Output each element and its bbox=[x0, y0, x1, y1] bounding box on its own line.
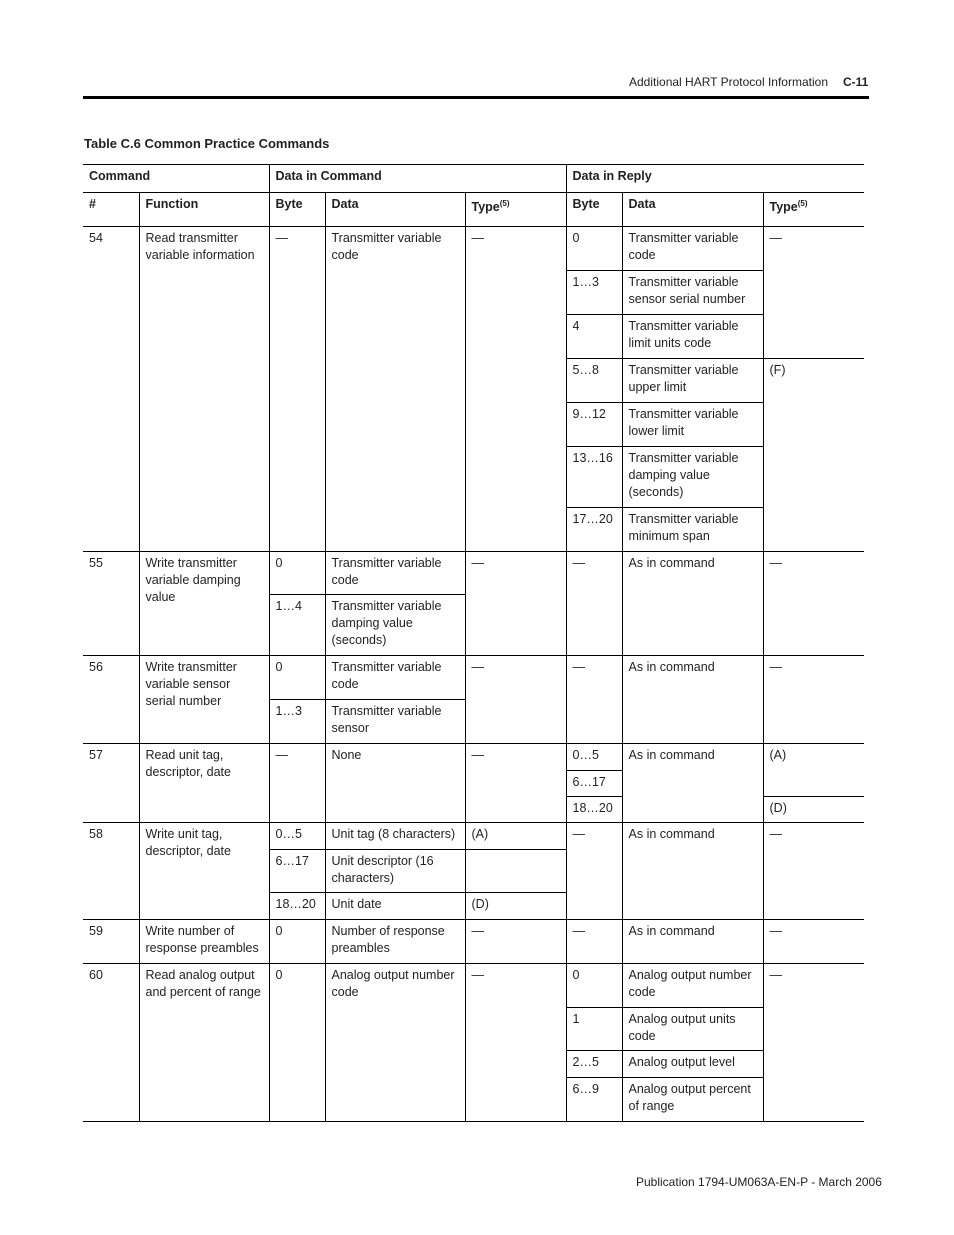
cell-function: Write transmitter variable damping value bbox=[139, 552, 269, 656]
cell-cmd-type: — bbox=[465, 227, 566, 552]
cell-reply-byte: 1…3 bbox=[566, 271, 622, 315]
cell-function: Read unit tag, descriptor, date bbox=[139, 744, 269, 823]
cell-cmd-byte: 0 bbox=[269, 552, 325, 595]
cell-cmd-data: Analog output number code bbox=[325, 964, 465, 1122]
cell-function: Write transmitter variable sensor serial number bbox=[139, 656, 269, 744]
cell-reply-byte: 4 bbox=[566, 315, 622, 359]
column-header-row bbox=[83, 193, 864, 227]
cell-reply-type: — bbox=[763, 964, 864, 1122]
common-practice-commands-table bbox=[83, 164, 864, 1122]
cell-function: Write unit tag, descriptor, date bbox=[139, 823, 269, 920]
cell-cmd-type: — bbox=[465, 656, 566, 744]
cell-number: 55 bbox=[83, 552, 139, 656]
cell-reply-data: As in command bbox=[622, 552, 763, 656]
cell-cmd-type: — bbox=[465, 920, 566, 964]
table-row bbox=[83, 656, 864, 700]
cell-reply-data: As in command bbox=[622, 920, 763, 964]
cell-cmd-byte: 0 bbox=[269, 920, 325, 964]
cell-reply-data: Transmitter variable damping value (seconds) bbox=[622, 447, 763, 508]
cell-cmd-data: Unit tag (8 characters) bbox=[325, 823, 465, 850]
group-header-data-in-reply: Data in Reply bbox=[566, 165, 864, 193]
cell-cmd-data: Transmitter variable sensor bbox=[325, 700, 465, 744]
cell-reply-byte: 18…20 bbox=[566, 797, 622, 823]
cell-reply-data: As in command bbox=[622, 656, 763, 744]
cell-reply-byte: 13…16 bbox=[566, 447, 622, 508]
cell-function: Write number of response preambles bbox=[139, 920, 269, 964]
cell-reply-data: Analog output number code bbox=[622, 964, 763, 1008]
cell-cmd-data: Transmitter variable code bbox=[325, 552, 465, 595]
cell-reply-data: As in command bbox=[622, 744, 763, 823]
cell-cmd-byte: 18…20 bbox=[269, 893, 325, 920]
cell-cmd-byte: — bbox=[269, 744, 325, 823]
cell-number: 59 bbox=[83, 920, 139, 964]
table-row bbox=[83, 227, 864, 271]
group-header-row bbox=[83, 165, 864, 193]
cell-reply-byte: 9…12 bbox=[566, 403, 622, 447]
cell-reply-byte: 1 bbox=[566, 1008, 622, 1051]
table-row bbox=[83, 744, 864, 771]
cell-reply-type: (A) bbox=[763, 744, 864, 797]
cell-reply-data: Transmitter variable limit units code bbox=[622, 315, 763, 359]
col-header-cmd-byte: Byte bbox=[269, 193, 325, 227]
cell-cmd-type: — bbox=[465, 964, 566, 1122]
col-header-function: Function bbox=[139, 193, 269, 227]
cell-number: 54 bbox=[83, 227, 139, 552]
page-number: C-11 bbox=[843, 75, 869, 89]
cell-cmd-type: (A) bbox=[465, 823, 566, 850]
table-row bbox=[83, 823, 864, 850]
cell-cmd-byte: 0 bbox=[269, 656, 325, 700]
cell-reply-type: — bbox=[763, 920, 864, 964]
cell-cmd-data: Unit descriptor (16 characters) bbox=[325, 850, 465, 893]
table-row bbox=[83, 964, 864, 1008]
cell-cmd-data: Transmitter variable code bbox=[325, 227, 465, 552]
cell-cmd-byte: 1…4 bbox=[269, 595, 325, 656]
cell-cmd-byte: 1…3 bbox=[269, 700, 325, 744]
cell-reply-type: — bbox=[763, 552, 864, 656]
group-header-data-in-command: Data in Command bbox=[269, 165, 566, 193]
footnote-ref: (5) bbox=[499, 198, 510, 208]
cell-reply-type: — bbox=[763, 227, 864, 359]
cell-reply-type: — bbox=[763, 656, 864, 744]
cell-reply-byte: 17…20 bbox=[566, 508, 622, 552]
cell-reply-data: Transmitter variable code bbox=[622, 227, 763, 271]
cell-reply-data: Analog output percent of range bbox=[622, 1078, 763, 1122]
table-row bbox=[83, 920, 864, 964]
cell-cmd-type bbox=[465, 850, 566, 893]
type-label: Type bbox=[471, 200, 500, 214]
group-header-command: Command bbox=[83, 165, 269, 193]
cell-reply-data: Transmitter variable sensor serial number bbox=[622, 271, 763, 315]
publication-footer: Publication 1794-UM063A-EN-P - March 2006 bbox=[636, 1175, 882, 1189]
cell-reply-data: As in command bbox=[622, 823, 763, 920]
cell-function: Read analog output and percent of range bbox=[139, 964, 269, 1122]
cell-reply-byte: — bbox=[566, 552, 622, 656]
cell-number: 57 bbox=[83, 744, 139, 823]
cell-cmd-data: Transmitter variable code bbox=[325, 656, 465, 700]
cell-reply-data: Transmitter variable minimum span bbox=[622, 508, 763, 552]
cell-reply-byte: — bbox=[566, 823, 622, 920]
cell-function: Read transmitter variable information bbox=[139, 227, 269, 552]
cell-reply-byte: 0…5 bbox=[566, 744, 622, 771]
col-header-reply-data: Data bbox=[622, 193, 763, 227]
col-header-cmd-data: Data bbox=[325, 193, 465, 227]
cell-cmd-type: (D) bbox=[465, 893, 566, 920]
running-header-title: Additional HART Protocol Information bbox=[629, 75, 828, 89]
cell-number: 56 bbox=[83, 656, 139, 744]
cell-reply-byte: 6…9 bbox=[566, 1078, 622, 1122]
cell-cmd-type: — bbox=[465, 552, 566, 656]
cell-reply-data: Analog output level bbox=[622, 1051, 763, 1078]
cell-cmd-data: Unit date bbox=[325, 893, 465, 920]
cell-reply-byte: 0 bbox=[566, 964, 622, 1008]
col-header-reply-type bbox=[763, 193, 864, 227]
table-row bbox=[83, 552, 864, 595]
cell-reply-data: Analog output units code bbox=[622, 1008, 763, 1051]
cell-cmd-byte: 0 bbox=[269, 964, 325, 1122]
cell-reply-byte: 2…5 bbox=[566, 1051, 622, 1078]
cell-cmd-byte: 0…5 bbox=[269, 823, 325, 850]
footnote-ref: (5) bbox=[797, 198, 808, 208]
header-rule bbox=[83, 96, 869, 99]
table-caption: Table C.6 Common Practice Commands bbox=[84, 136, 330, 151]
cell-reply-data: Transmitter variable lower limit bbox=[622, 403, 763, 447]
cell-cmd-data: Transmitter variable damping value (seconds) bbox=[325, 595, 465, 656]
cell-reply-type: (D) bbox=[763, 797, 864, 823]
cell-cmd-byte: 6…17 bbox=[269, 850, 325, 893]
cell-reply-type: — bbox=[763, 823, 864, 920]
cell-reply-byte: 5…8 bbox=[566, 359, 622, 403]
cell-reply-byte: — bbox=[566, 920, 622, 964]
cell-reply-type: (F) bbox=[763, 359, 864, 552]
cell-reply-byte: 0 bbox=[566, 227, 622, 271]
cell-cmd-type: — bbox=[465, 744, 566, 823]
cell-number: 60 bbox=[83, 964, 139, 1122]
cell-reply-byte: — bbox=[566, 656, 622, 744]
cell-reply-data: Transmitter variable upper limit bbox=[622, 359, 763, 403]
col-header-reply-byte: Byte bbox=[566, 193, 622, 227]
type-label: Type bbox=[769, 200, 798, 214]
cell-cmd-data: None bbox=[325, 744, 465, 823]
cell-cmd-data: Number of response preambles bbox=[325, 920, 465, 964]
cell-number: 58 bbox=[83, 823, 139, 920]
cell-reply-byte: 6…17 bbox=[566, 771, 622, 797]
col-header-cmd-type bbox=[465, 193, 566, 227]
col-header-number: # bbox=[83, 193, 139, 227]
cell-cmd-byte: — bbox=[269, 227, 325, 552]
